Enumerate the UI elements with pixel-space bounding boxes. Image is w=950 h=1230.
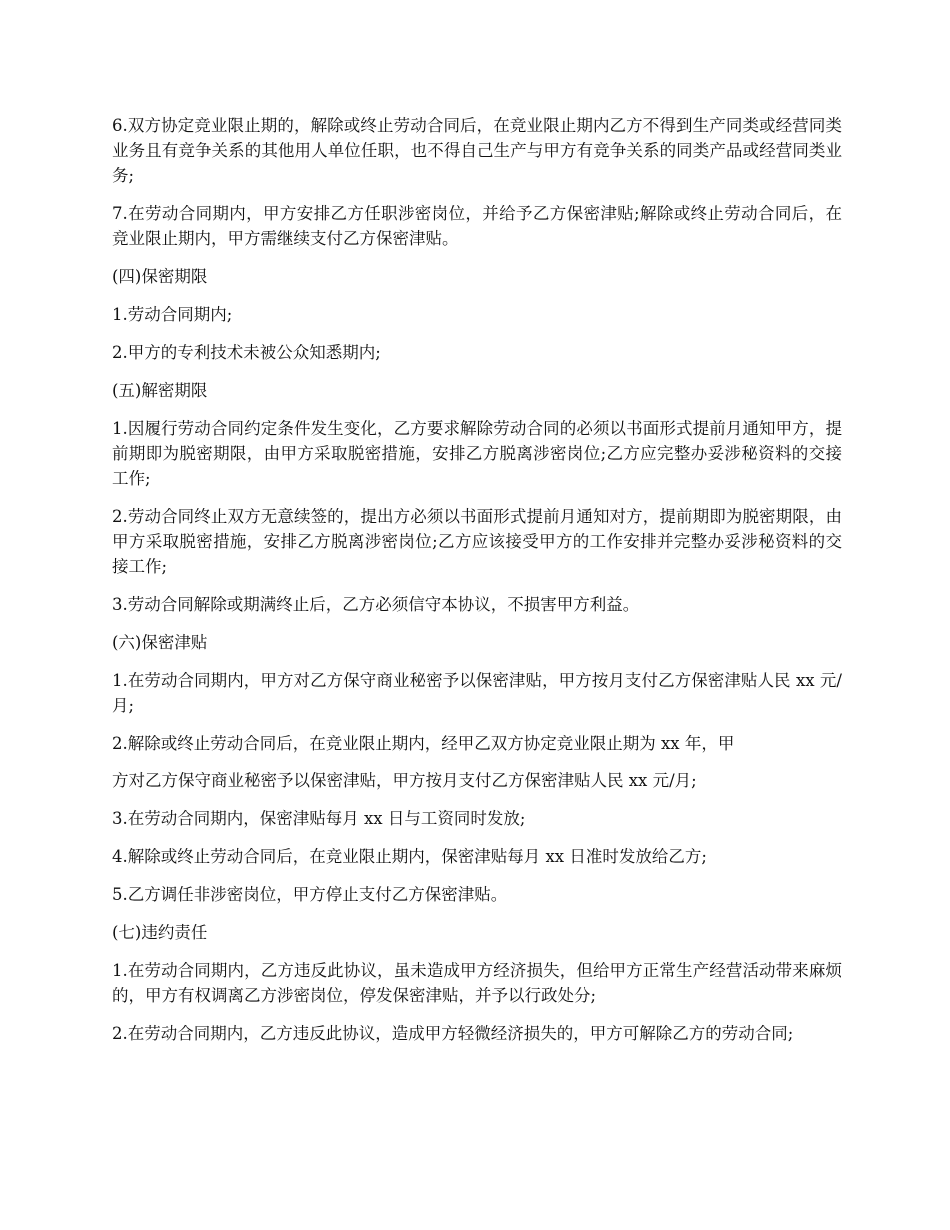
paragraph-item-3: 3.在劳动合同期内，保密津贴每月 xx 日与工资同时发放;	[112, 809, 526, 828]
paragraph-item-6: 6.双方协定竞业限止期的，解除或终止劳动合同后，在竞业限止期内乙方不得到生产同类或经营同类业务且有竞争关系的其他用人单位任职，也不得自己生产与甲方有竞争关系的同类产品或经营同类业务;	[112, 116, 842, 185]
paragraph-item-7: 7.在劳动合同期内，甲方安排乙方任职涉密岗位，并给予乙方保密津贴;解除或终止劳动合同后，在竞业限止期内，甲方需继续支付乙方保密津贴。	[112, 204, 842, 248]
paragraph-item-1: 1.在劳动合同期内，乙方违反此协议，虽未造成甲方经济损失，但给甲方正常生产经营活动带来麻烦的，甲方有权调离乙方涉密岗位，停发保密津贴，并予以行政处分;	[112, 961, 842, 1005]
paragraph-continuation: 方对乙方保守商业秘密予以保密津贴，甲方按月支付乙方保密津贴人民 xx 元/月;	[112, 771, 697, 790]
section-heading-confidentiality-term: (四)保密期限	[112, 267, 208, 286]
document-body	[112, 113, 842, 1059]
paragraph-item-4: 4.解除或终止劳动合同后，在竞业限止期内，保密津贴每月 xx 日准时发放给乙方;	[112, 847, 707, 866]
paragraph-item-2: 2.甲方的专利技术未被公众知悉期内;	[112, 343, 381, 362]
paragraph-item-2: 2.解除或终止劳动合同后，在竞业限止期内，经甲乙双方协定竞业限止期为 xx 年，甲	[112, 734, 735, 753]
section-heading-confidentiality-allowance: (六)保密津贴	[112, 633, 208, 652]
paragraph-item-5: 5.乙方调任非涉密岗位，甲方停止支付乙方保密津贴。	[112, 885, 508, 904]
paragraph-item-1: 1.在劳动合同期内，甲方对乙方保守商业秘密予以保密津贴，甲方按月支付乙方保密津贴人民 xx 元/月;	[112, 671, 842, 715]
paragraph-item-2: 2.在劳动合同期内，乙方违反此协议，造成甲方轻微经济损失的，甲方可解除乙方的劳动合同;	[112, 1024, 794, 1043]
section-heading-declassification-term: (五)解密期限	[112, 381, 208, 400]
paragraph-item-1: 1.因履行劳动合同约定条件发生变化，乙方要求解除劳动合同的必须以书面形式提前月通知甲方，提前期即为脱密期限，由甲方采取脱密措施，安排乙方脱离涉密岗位;乙方应完整办妥涉秘资料的交接工作;	[112, 419, 842, 488]
paragraph-item-3: 3.劳动合同解除或期满终止后，乙方必须信守本协议，不损害甲方利益。	[112, 595, 640, 614]
section-heading-breach-liability: (七)违约责任	[112, 923, 208, 942]
paragraph-item-1: 1.劳动合同期内;	[112, 305, 233, 324]
paragraph-item-2: 2.劳动合同终止双方无意续签的，提出方必须以书面形式提前月通知对方，提前期即为脱密期限，由甲方采取脱密措施，安排乙方脱离涉密岗位;乙方应该接受甲方的工作安排并完整办妥涉秘资料的交接工作;	[112, 507, 842, 576]
